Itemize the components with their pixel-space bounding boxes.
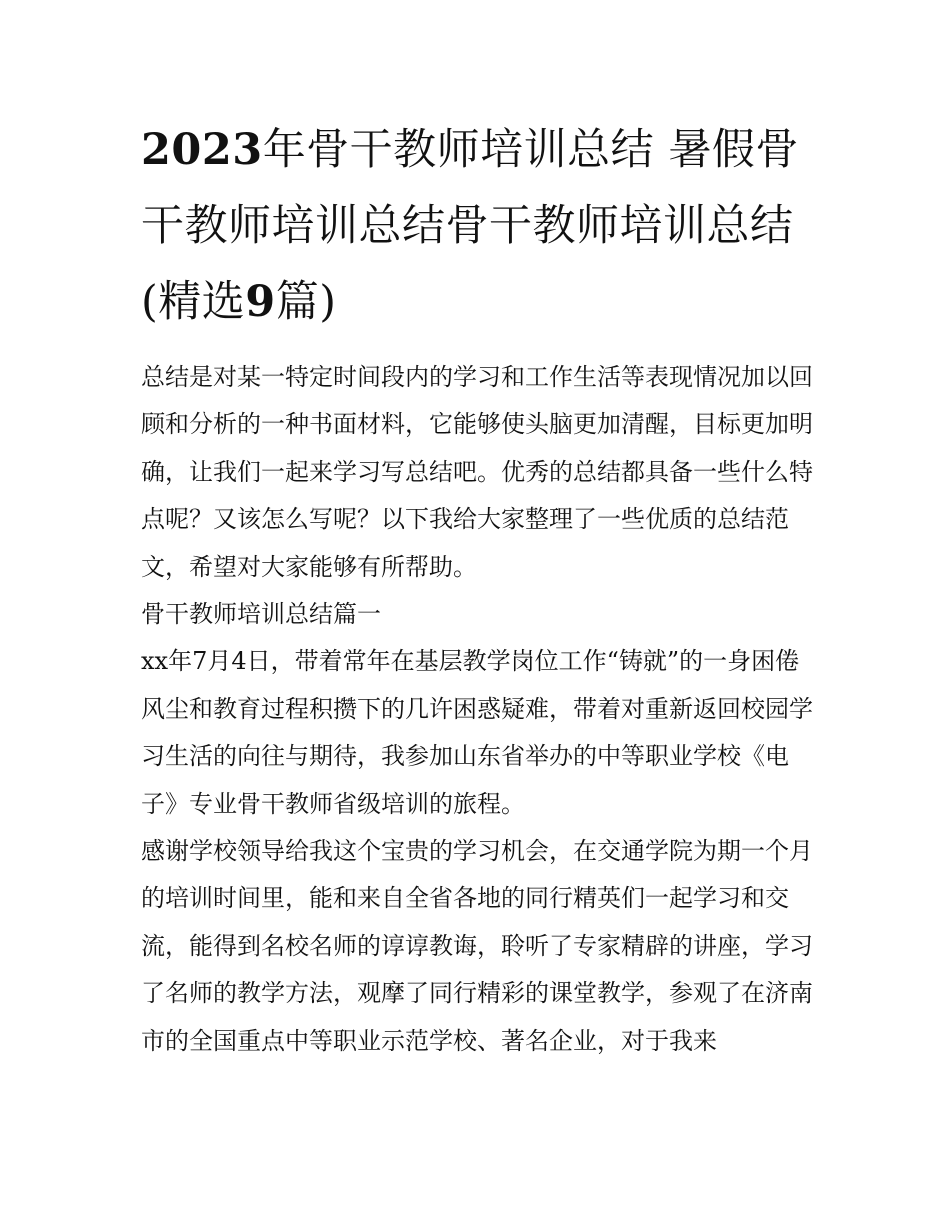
- document-page: [141, 112, 813, 1065]
- title-text: 年骨干教师培训总结 暑假骨干教师培训总结骨干教师培训总结(精选: [141, 125, 799, 327]
- title-text-end: 篇): [275, 277, 337, 327]
- body-paragraph: 感谢学校领导给我这个宝贵的学习机会，在交通学院为期一个月的培训时间里，能和来自全省各地的同行精英们一起学习和交流，能得到名校名师的谆谆教诲，聆听了专家精辟的讲座，学习了名师的教学方法，观摩了同行精彩的课堂教学，参观了在济南市的全国重点中等职业示范学校、著名企业，对于我来: [141, 837, 813, 1055]
- body-paragraph: xx年7月4日，带着常年在基层教学岗位工作“铸就”的一身困倦风尘和教育过程积攒下的几许困惑疑难，带着对重新返回校园学习生活的向往与期待，我参加山东省举办的中等职业学校《电子》专业骨干教师省级培训的旅程。: [141, 647, 813, 818]
- document-title: [141, 112, 813, 340]
- section-heading: 骨干教师培训总结篇一: [141, 600, 381, 629]
- title-spacer: [141, 340, 813, 354]
- title-number: 9: [245, 277, 276, 327]
- intro-paragraph: 总结是对某一特定时间段内的学习和工作生活等表现情况加以回顾和分析的一种书面材料，它能够使头脑更加清醒，目标更加明确，让我们一起来学习写总结吧。优秀的总结都具备一些什么特点呢？又该怎么写呢？以下我给大家整理了一些优质的总结范文，希望对大家能够有所帮助。: [141, 363, 813, 581]
- title-year: 2023: [141, 125, 263, 175]
